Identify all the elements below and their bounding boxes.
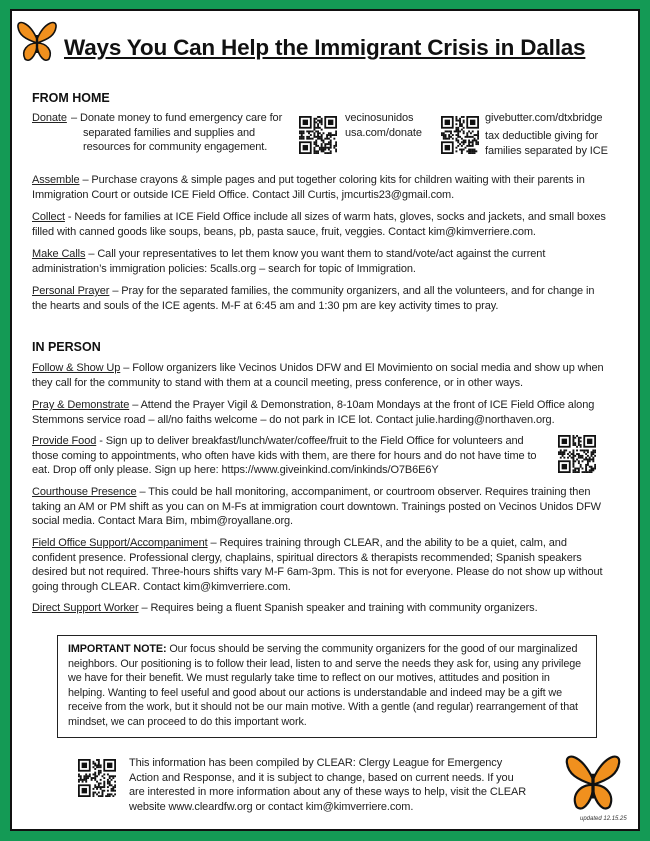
list-item: [32, 434, 552, 478]
item-text: – Attend the Prayer Vigil & Demonstration, 8-10am Mondays at the front of ICE Field Office along Stemmons service road – all/no faiths welcome – do not park in ICE lot. Contact julie.harding@northaven.org.: [32, 399, 595, 426]
list-item: [32, 601, 612, 616]
item-text: – Follow organizers like Vecinos Unidos DFW and El Movimiento on social media and show up when they call for the community to stand with them at a council meeting, press conference, or in other ways.: [32, 362, 604, 389]
item-text: - Sign up to deliver breakfast/lunch/water/coffee/fruit to the Field Office for volunteers and those coming to appointments, who often have kids with them, are there for hours and do not have time to eat. Drop off only please. Sign up here: https://www.giveinkind.com/inkinds/O7B6E6Y: [32, 435, 537, 477]
item-text: - Needs for families at ICE Field Office include all sizes of warm hats, gloves, socks and jackets, and small boxes filled with canned goods like soups, beans, pb, pasta sauce, fruit, veggies. Contact kim@kimverriere.com.: [32, 211, 606, 238]
list-item: [32, 284, 612, 313]
item-label: Field Office Support/Accompaniment: [32, 537, 208, 549]
list-item: [32, 398, 612, 427]
item-text: – Pray for the separated families, the community organizers, and all the volunteers, and for change in the hearts and souls of the ICE agents. M-F at 6:45 am and 1:30 pm are key activity times to pray.: [32, 285, 595, 312]
in-person-heading: IN PERSON: [32, 340, 101, 354]
item-label: Personal Prayer: [32, 285, 110, 297]
monarch-butterfly-icon: [15, 17, 59, 65]
item-label: Pray & Demonstrate: [32, 399, 130, 411]
item-label: Courthouse Presence: [32, 486, 137, 498]
list-item: [32, 247, 612, 276]
qr-code-givebutter[interactable]: [441, 116, 479, 154]
qr-code-vecinos[interactable]: [299, 116, 337, 154]
list-item: [32, 173, 612, 202]
flyer-page: [10, 9, 640, 831]
item-label: Collect: [32, 211, 65, 223]
donate-label: Donate: [32, 112, 67, 124]
important-note-box: IMPORTANT NOTE: Our focus should be serving the community organizers for the good of our marginalized neighbors. Our positioning is to follow their lead, listen to and serve the needs they ask for, using any privilege we have for their benefit. We must regularly take time to reflect on our motives, attitudes and position in helping. Wanting to feel useful and good about our actions is understandable and indeed may be a gift we receive from the work, but it should not be our main motive. With a gentle (and regular) rearrangement of that mindset, we can proceed to do this important work.: [57, 635, 597, 738]
qr-code-giveinkind[interactable]: [558, 435, 596, 473]
item-label: Make Calls: [32, 248, 86, 260]
item-text: – Purchase crayons & simple pages and put together coloring kits for children waiting with their parents in Immigration Court or outside ICE Field Office. Contact Jill Curtis, jmcurtis23@gmail.com.: [32, 174, 585, 201]
item-label: Provide Food: [32, 435, 97, 447]
donate-text: – Donate money to fund emergency care for separated families and supplies and resources for community engagement.: [71, 112, 283, 154]
givebutter-description: tax deductible giving for families separated by ICE: [485, 130, 608, 157]
list-item: [32, 536, 612, 594]
item-text: – Requires being a fluent Spanish speaker and training with community organizers.: [138, 602, 538, 614]
from-home-heading: FROM HOME: [32, 91, 110, 105]
givebutter-link[interactable]: givebutter.com/dtxbridge: [485, 112, 603, 124]
qr-code-clear[interactable]: [78, 759, 116, 797]
item-text: – Requires training through CLEAR, and the ability to be a quiet, calm, and confident presence. Professional clergy, chaplains, spiritual directors & therapists recommended; Spanish speakers desired but not required. Three-hours shifts vary M-F 6am-3pm. This is not for everyone. Please do not show up without going through CLEAR. Contact kim@kimverriere.com.: [32, 537, 603, 593]
vecinos-link[interactable]: vecinosunidos usa.com/donate: [345, 112, 422, 139]
item-label: Assemble: [32, 174, 80, 186]
item-text: – Call your representatives to let them know you want them to stand/vote/act against the current administration’s immigration policies: 5calls.org – search for topic of Immigration.: [32, 248, 546, 275]
item-label: Follow & Show Up: [32, 362, 121, 374]
item-label: Direct Support Worker: [32, 602, 139, 614]
updated-date: updated 12.15.25: [580, 816, 627, 822]
list-item: [32, 361, 612, 390]
monarch-butterfly-icon: [560, 749, 626, 815]
item-text: – This could be hall monitoring, accompaniment, or courtroom observer. Requires training then taking an AM or PM shift as you can on M-Fs at immigration court downtown. Trainings posted on Vecinos Unidos DFW social media. Contact Mara Bim, mbim@royallane.org.: [32, 486, 601, 528]
list-item: [32, 210, 612, 239]
list-item: [32, 485, 612, 529]
page-title: Ways You Can Help the Immigrant Crisis in Dallas: [64, 35, 586, 60]
footer-text: This information has been compiled by CLEAR: Clergy League for Emergency Action and Response, and it is subject to change, based on current needs. If you are interested in more information about any of these ways to help, visit the CLEAR website www.cleardfw.org or contact kim@kimverriere.com.: [129, 757, 527, 813]
